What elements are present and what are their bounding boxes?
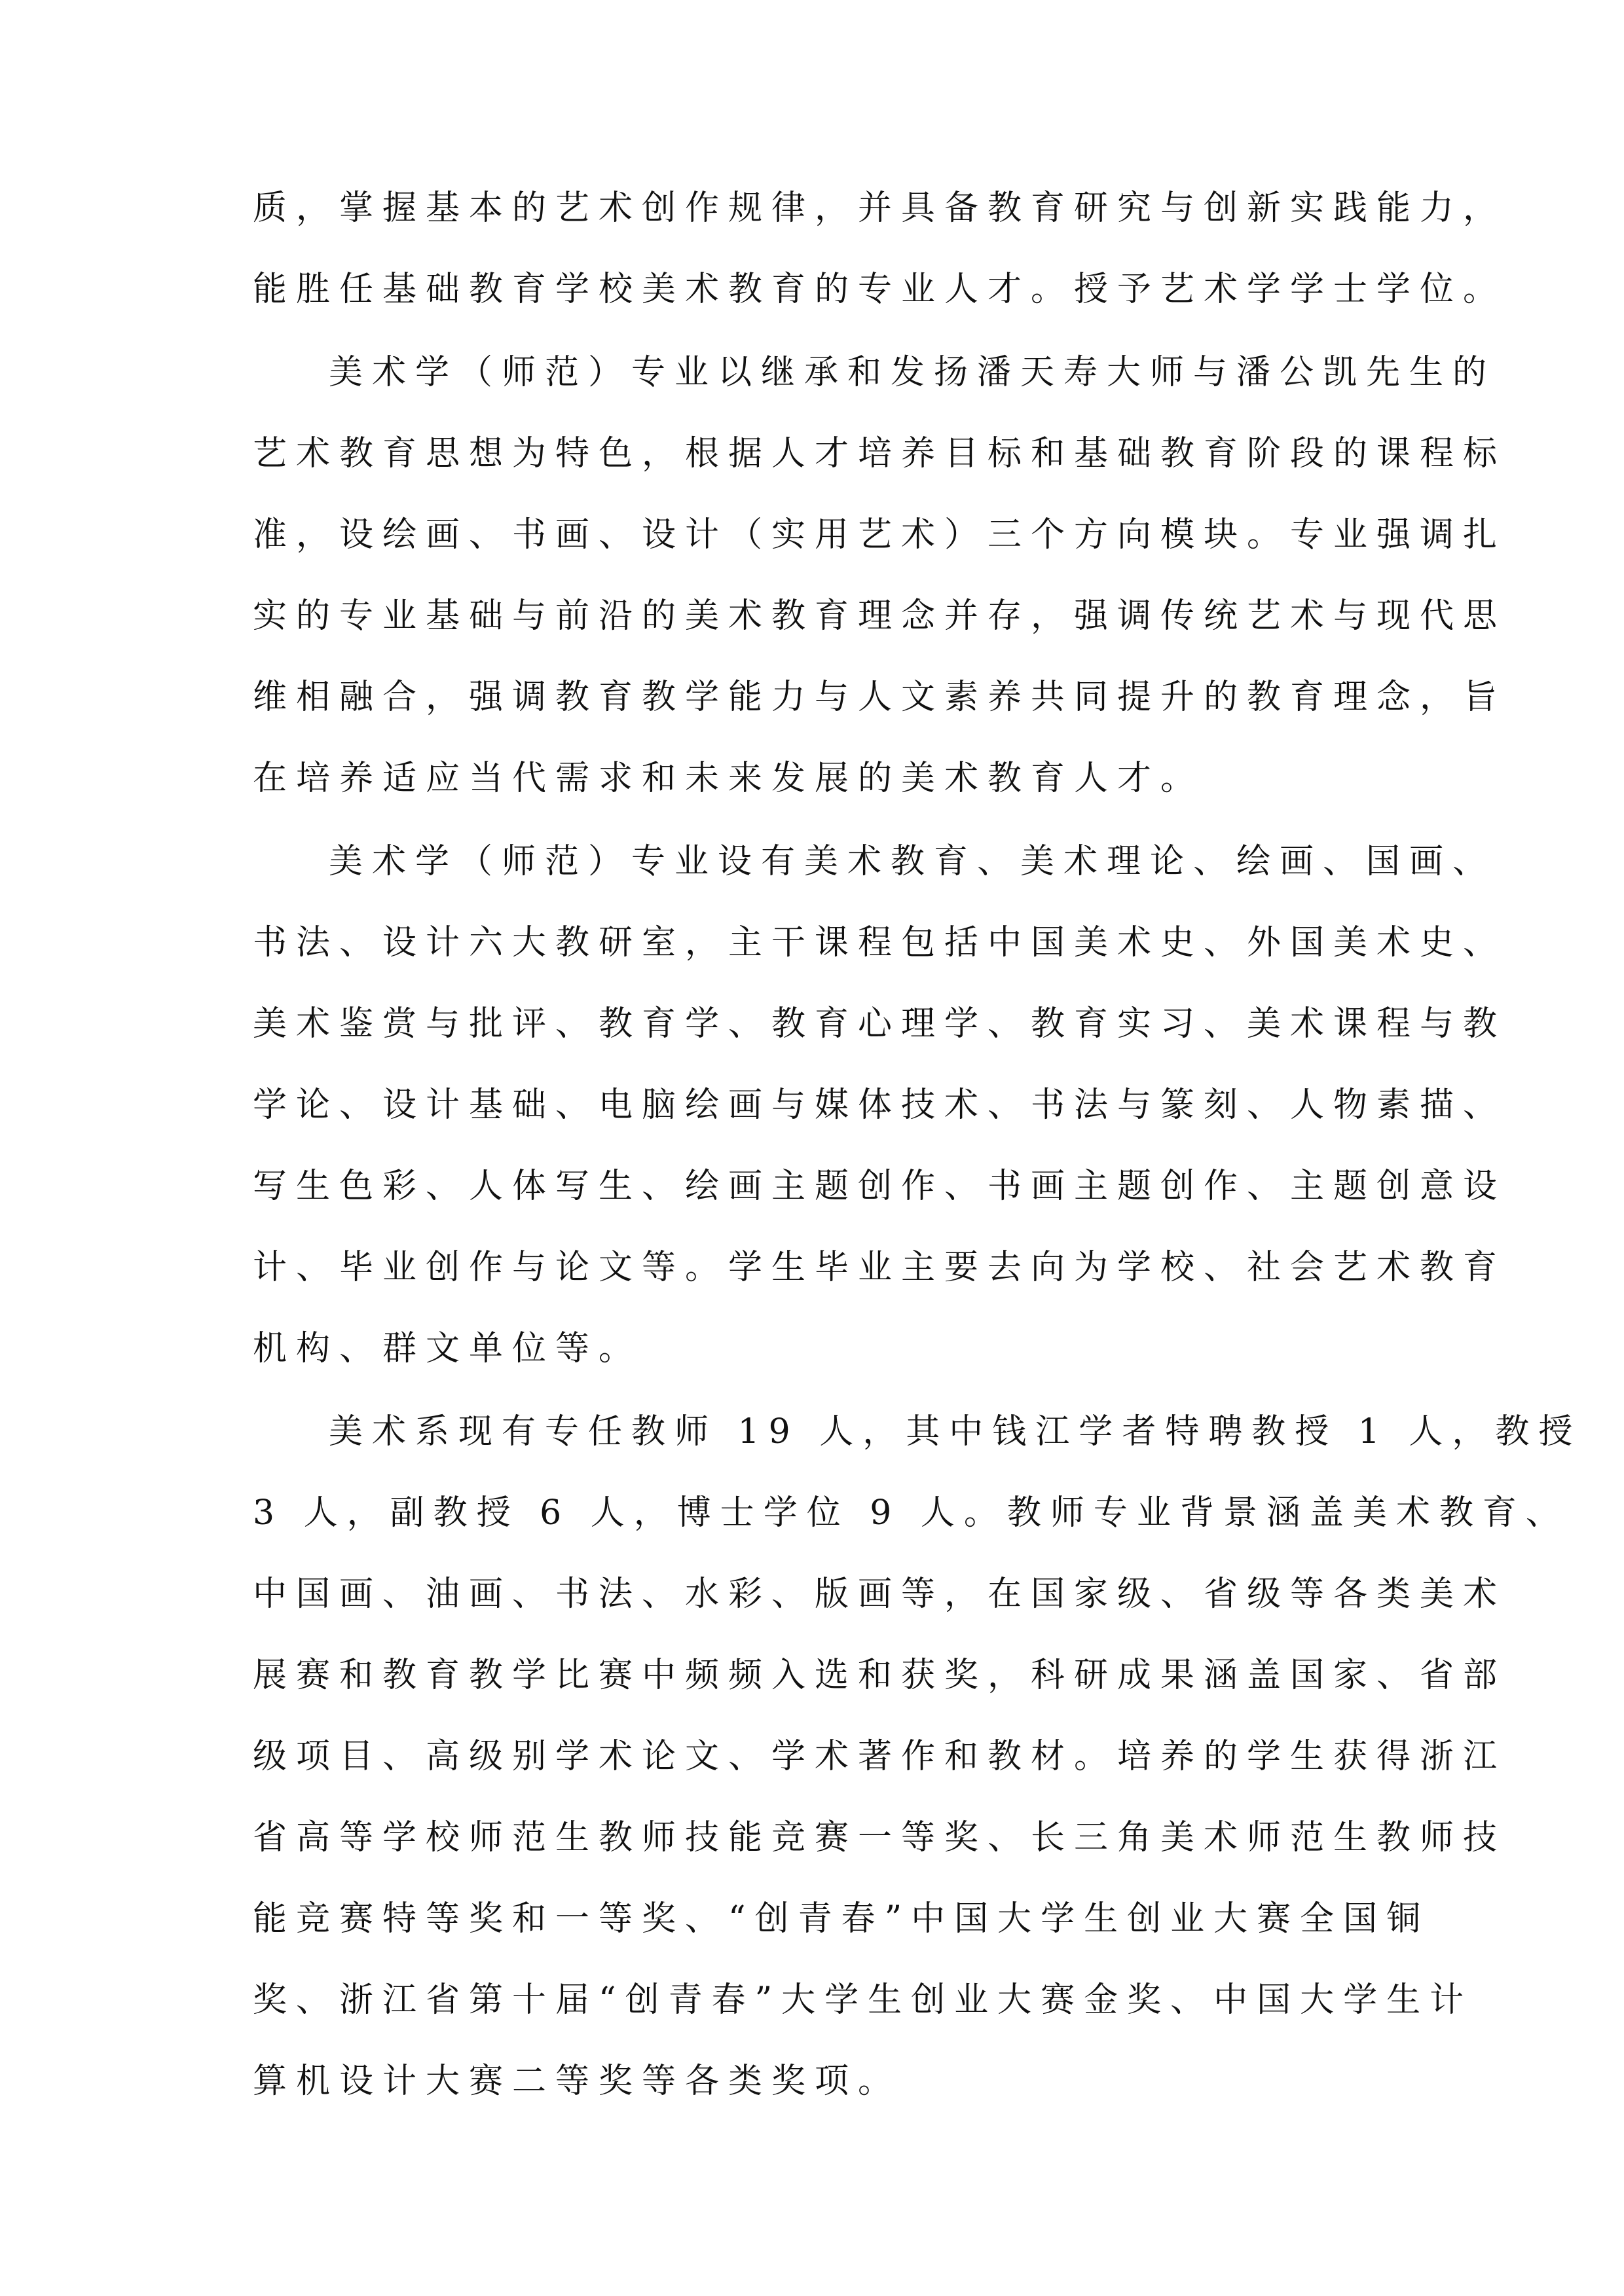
paragraph-3 — [253, 821, 1507, 1389]
text-line: 能竞赛特等奖和一等奖、“创青春”中国大学生创业大赛全国铜 — [253, 1899, 1430, 1939]
text-line: 在培养适应当代需求和未来发展的美术教育人才。 — [253, 759, 1204, 798]
text-line: 准，设绘画、书画、设计（实用艺术）三个方向模块。专业强调扎 — [253, 515, 1507, 555]
text-line: 展赛和教育教学比赛中频频入选和获奖，科研成果涵盖国家、省部 — [253, 1656, 1507, 1695]
paragraph-1 — [253, 168, 1507, 330]
body-text — [253, 168, 1582, 2124]
text-line: 3 人，副教授 6 人，博士学位 9 人。教师专业背景涵盖美术教育、 — [253, 1493, 1569, 1533]
paragraph-4 — [253, 1391, 1582, 2122]
text-line: 美术鉴赏与批评、教育学、教育心理学、教育实习、美术课程与教 — [253, 1004, 1507, 1044]
text-line: 实的专业基础与前沿的美术教育理念并存，强调传统艺术与现代思 — [253, 596, 1507, 636]
text-line: 能胜任基础教育学校美术教育的专业人才。授予艺术学学士学位。 — [253, 270, 1507, 309]
text-line: 维相融合，强调教育教学能力与人文素养共同提升的教育理念，旨 — [253, 678, 1507, 717]
paragraph-2 — [253, 332, 1507, 819]
text-line: 质，掌握基本的艺术创作规律，并具备教育研究与创新实践能力， — [253, 189, 1507, 228]
text-line: 中国画、油画、书法、水彩、版画等，在国家级、省级等各类美术 — [253, 1575, 1507, 1614]
text-line: 计、毕业创作与论文等。学生毕业主要去向为学校、社会艺术教育 — [253, 1248, 1507, 1287]
text-line: 省高等学校师范生教师技能竞赛一等奖、长三角美术师范生教师技 — [253, 1818, 1507, 1857]
text-line: 美术系现有专任教师 19 人，其中钱江学者特聘教授 1 人，教授 — [329, 1412, 1582, 1451]
text-line: 算机设计大赛二等奖等各类奖项。 — [253, 2062, 902, 2101]
text-line: 美术学（师范）专业以继承和发扬潘天寿大师与潘公凯先生的 — [329, 353, 1496, 392]
text-line: 写生色彩、人体写生、绘画主题创作、书画主题创作、主题创意设 — [253, 1167, 1507, 1206]
text-line: 机构、群文单位等。 — [253, 1329, 642, 1368]
text-line: 级项目、高级别学术论文、学术著作和教材。培养的学生获得浙江 — [253, 1737, 1507, 1776]
text-line: 奖、浙江省第十届“创青春”大学生创业大赛金奖、中国大学生计 — [253, 1980, 1473, 2020]
text-line: 美术学（师范）专业设有美术教育、美术理论、绘画、国画、 — [329, 842, 1496, 881]
text-line: 学论、设计基础、电脑绘画与媒体技术、书法与篆刻、人物素描、 — [253, 1085, 1507, 1125]
text-line: 书法、设计六大教研室，主干课程包括中国美术史、外国美术史、 — [253, 923, 1507, 962]
text-line: 艺术教育思想为特色，根据人才培养目标和基础教育阶段的课程标 — [253, 434, 1507, 473]
